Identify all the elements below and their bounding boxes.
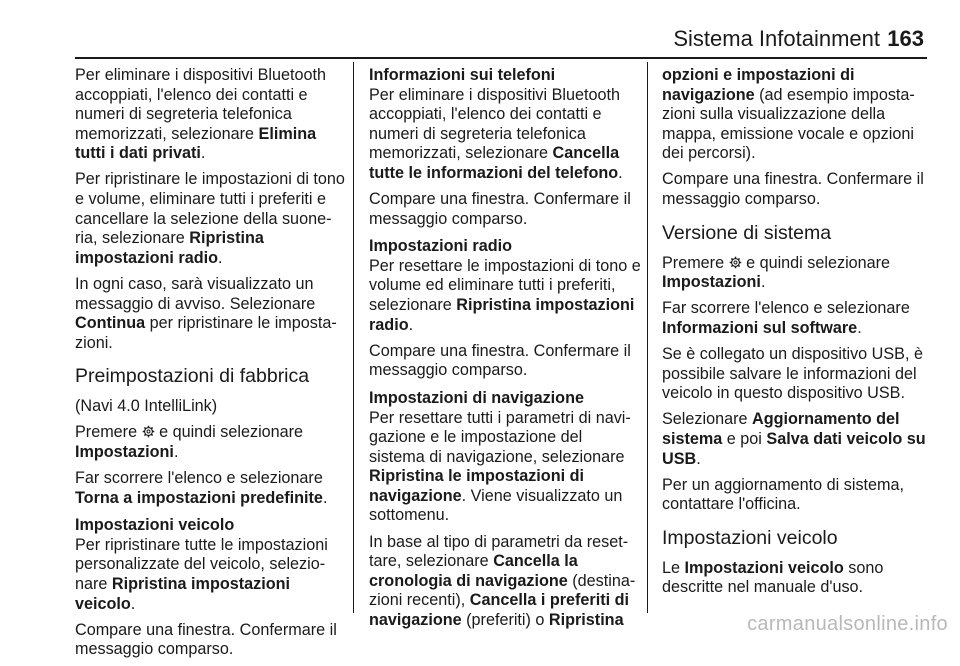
menu-option: Ripristina [548, 610, 624, 629]
paragraph: Compare una finestra. Confermare il messaggio comparso. [662, 170, 924, 209]
menu-option: Impostazioni [75, 443, 174, 461]
subheading: Informazioni sui telefoni [369, 66, 556, 84]
paragraph: Compare una finestra. Confermare il messaggio comparso. [369, 341, 631, 380]
paragraph: Far scorrere l'elenco e selezionare Torna a impostazioni predefinite. [75, 469, 328, 507]
subheading: Impostazioni di navigazione [369, 388, 584, 407]
paragraph: Impostazioni radio Per resettare le impostazioni di tono e volume ed eliminare tutti i preferiti, selezionare Ripristina impostazioni radio. [369, 237, 641, 334]
paragraph: Premere e quindi selezionare Impostazioni. [75, 423, 304, 461]
gear-icon [729, 256, 742, 269]
paragraph: opzioni e impostazioni di navigazione (ad esempio imposta-zioni sulla visualizzazione della mappa, emissione vocale e opzioni dei percorsi). [662, 66, 915, 163]
paragraph: Compare una finestra. Confermare il messaggio comparso. [75, 620, 337, 659]
menu-option: Impostazioni veicolo [684, 558, 844, 577]
paragraph: Informazioni sui telefoni Per eliminare i dispositivi Bluetooth accoppiati, l'elenco dei contatti e numeri di segreteria telefonica memorizzati, selezionare Cancella tutte le informazioni del telefono. [369, 66, 641, 184]
menu-option: Ripristina le impostazioni di navigazione [369, 467, 584, 505]
menu-option: opzioni e impostazioni di navigazione [662, 66, 855, 104]
paragraph: Le Impostazioni veicolo sono descritte nel manuale d'uso. [662, 558, 884, 597]
paragraph: Impostazioni veicolo Per ripristinare tutte le impostazioni personalizzate del veicolo, selezio-nare Ripristina impostazioni veicolo. [75, 516, 347, 614]
column-divider-1 [353, 62, 354, 613]
paragraph: Se è collegato un dispositivo USB, è possibile salvare le informazioni del veicolo in questo dispositivo USB. [662, 345, 923, 403]
header-rule [75, 57, 927, 59]
menu-option: Ripristina impostazioni veicolo [75, 575, 290, 613]
page-number: 163 [887, 26, 924, 51]
paragraph: Impostazioni di navigazione Per resettare tutti i parametri di navi-gazione e le impostazione del sistema di navigazione, selezionare Ripristina le impostazioni di navigazione. Viene visualizzato un sottomenu. [369, 389, 641, 526]
paragraph: Per ripristinare le impostazioni di tono e volume, eliminare tutti i preferiti e cancellare la selezione della suone-ria, selezionare Ripristina impostazioni radio. [75, 170, 345, 267]
section-heading: Preimpostazioni di fabbrica [75, 365, 310, 388]
paragraph: Per un aggiornamento di sistema, contattare l'officina. [662, 475, 905, 514]
column-divider-2 [647, 62, 648, 613]
paragraph: In base al tipo di parametri da reset-tare, selezionare Cancella la cronologia di navigazione (destina-zioni recenti), Cancella i preferiti di navigazione (preferiti) o Ripristina [369, 532, 636, 629]
menu-option: Torna a impostazioni predefinite [75, 488, 323, 507]
watermark: carmanualsonline.info [747, 613, 948, 635]
section-heading: Versione di sistema [662, 221, 832, 244]
menu-option: Informazioni sul software [662, 318, 858, 337]
menu-option: Elimina tutti i dati privati [75, 124, 317, 163]
column-3 [662, 66, 934, 604]
column-2 [369, 66, 641, 637]
menu-option: Impostazioni [662, 273, 761, 292]
paragraph: Far scorrere l'elenco e selezionare Informazioni sul software. [662, 299, 910, 337]
running-header-title: Sistema Infotainment [673, 26, 880, 51]
paragraph: Selezionare Aggiornamento del sistema e poi Salva dati veicolo su USB. [662, 410, 926, 468]
menu-option: Aggiornamento del sistema [662, 410, 900, 448]
menu-option: Cancella la cronologia di navigazione [369, 552, 578, 590]
paragraph: Premere e quindi selezionare Impostazioni. [662, 253, 891, 292]
menu-option: Ripristina impostazioni radio [75, 229, 264, 267]
menu-option: Cancella tutte le informazioni del telefono [369, 144, 620, 182]
menu-option: Cancella i preferiti di navigazione [369, 591, 629, 629]
subheading: Impostazioni veicolo [75, 516, 235, 535]
gear-icon [142, 425, 155, 438]
menu-option: Ripristina impostazioni radio [369, 296, 635, 334]
subheading: Impostazioni radio [369, 237, 513, 256]
section-heading: Impostazioni veicolo [662, 526, 838, 549]
paragraph: In ogni caso, sarà visualizzato un messaggio di avviso. Selezionare Continua per ripristinare le imposta-zioni. [75, 274, 337, 352]
paragraph: (Navi 4.0 IntelliLink) [75, 397, 218, 416]
menu-option: Salva dati veicolo su USB [662, 429, 926, 468]
column-1 [75, 66, 347, 666]
paragraph: Compare una finestra. Confermare il messaggio comparso. [369, 190, 631, 228]
menu-option: Continua [75, 314, 146, 333]
paragraph: Per eliminare i dispositivi Bluetooth accoppiati, l'elenco dei contatti e numeri di segreteria telefonica memorizzati, selezionare Elimina tutti i dati privati. [75, 66, 327, 163]
